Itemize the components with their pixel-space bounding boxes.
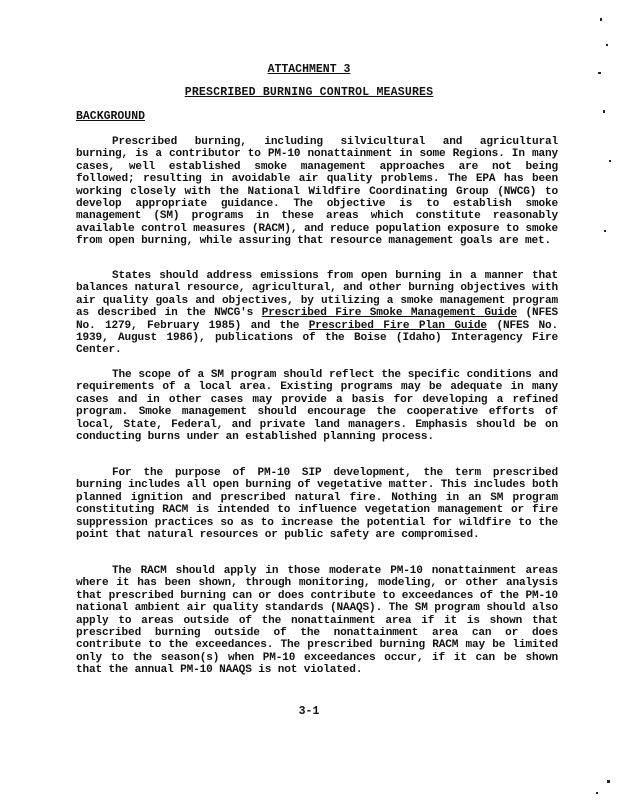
page-number: 3-1 — [298, 705, 320, 718]
attachment-label: ATTACHMENT 3 — [267, 63, 351, 76]
scan-speckle — [609, 160, 611, 162]
scan-speckle — [604, 230, 606, 232]
paragraph-2-text-c: (NFES No. 1939, August 1986), publications of the Boise (Idaho) Interagency Fire Center. — [76, 319, 558, 357]
page-title: PRESCRIBED BURNING CONTROL MEASURES — [184, 86, 434, 99]
fire-plan-guide-title: Prescribed Fire Plan Guide — [308, 319, 487, 332]
paragraph-2-text-b: (NFES No. 1279, February 1985) and the — [76, 307, 559, 332]
paragraph-4: For the purpose of PM-10 SIP development, the term prescribed burning includes all open burning of vegetative matter. This includes both planned ignition and prescribed natural fire. Nothing in an SM program constituting RACM is intended to influence vegetation management or fire suppression practices so as to increase the potential for wildfire to the point that natural resources or public safety are compromised. — [76, 467, 558, 542]
smoke-management-guide-title: Prescribed Fire Smoke Management Guide — [261, 307, 517, 320]
paragraph-2-text-a: States should address emissions from open burning in a manner that balances natural resource, agricultural, and other burning objectives with air quality goals and objectives, by utilizing a smoke management program as described in the NWCG's — [76, 270, 558, 320]
paragraph-2 — [76, 270, 558, 357]
paragraph-5: The RACM should apply in those moderate PM-10 nonattainment areas where it has been shown, through monitoring, modeling, or other analysis that prescribed burning can or does contribute to exceedances of the PM-10 national ambient air quality standards (NAAQS). The SM program should also apply to areas outside of the nonattainment area if it is shown that prescribed burning outside of the nonattainment area can or does contribute to the exceedances. The prescribed burning RACM may be limited only to the season(s) when PM-10 exceedances occur, if it can be shown that the annual PM-10 NAAQS is not violated. — [76, 565, 558, 677]
paragraph-3: The scope of a SM program should reflect the specific conditions and requirements of a local area. Existing programs may be adequate in many cases and in other cases may provide a basis for developing a refined program. Smoke management should encourage the cooperative efforts of local, State, Federal, and private land managers. Emphasis should be on conducting burns under an established planning process. — [76, 369, 558, 444]
section-heading: BACKGROUND — [76, 110, 146, 123]
scan-speckle — [607, 780, 610, 783]
scan-speckle — [606, 44, 608, 46]
paragraph-1: Prescribed burning, including silvicultural and agricultural burning, is a contributor to PM-10 nonattainment in some Regions. In many cases, well established smoke management approaches are not being followed; resulting in avoidable air quality problems. The EPA has been working closely with the National Wildfire Coordinating Group (NWCG) to develop appropriate guidance. The objective is to establish smoke management (SM) programs in these areas which constitute reasonably available control measures (RACM), and reduce population exposure to smoke from open burning, while assuring that resource management goals are met. — [76, 136, 558, 248]
scan-speckle — [603, 110, 605, 113]
scan-speckle — [600, 18, 602, 21]
scan-speckle — [596, 792, 598, 794]
